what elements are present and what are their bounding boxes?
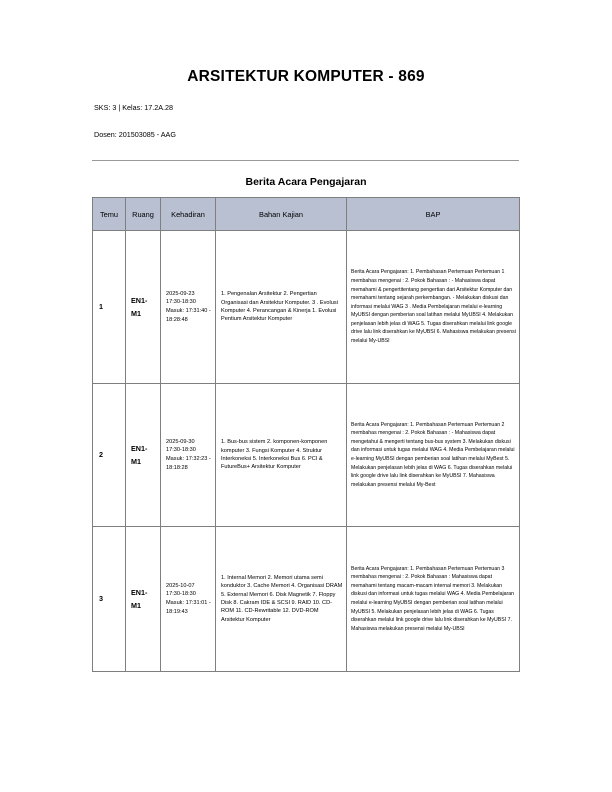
cell-kehadiran: 2025-10-07 17:30-18:30 Masuk: 17:31:01 - 18:19:43: [161, 527, 216, 672]
bap-table: [92, 197, 520, 672]
cell-ruang: EN1-M1: [126, 231, 161, 384]
cell-kehadiran: 2025-09-23 17:30-18:30 Masuk: 17:31:40 - 18:28:48: [161, 231, 216, 384]
cell-bap: Berita Acara Pengajaran: 1. Pembahasan Pertemuan Pertemuan 3 membahas mengenai : 2. Pokok Bahasan : Mahasiswa dapat memahami tentang macam-macam internal memori 3. Melakukan diskusi dan informasi untuk tugas melalui WAG 4. Media Pembelajaran melalui e-learning MyUBSI dengan pemberian soal latihan melalui MyUBSI 5. Melakukan penjelasan lebih jelas di WAG 6. Tugas diserahkan melalui link google drive lalu link diserahkan ke MyUBSI 7. Mahasiswa melakukan presensi melalui My-UBSI: [347, 527, 520, 672]
table-row: [93, 384, 520, 527]
cell-kehadiran: 2025-09-30 17:30-18:30 Masuk: 17:32:23 - 18:18:28: [161, 384, 216, 527]
cell-ruang: EN1-M1: [126, 384, 161, 527]
table-header-row: [93, 198, 520, 231]
header-bap: BAP: [347, 198, 520, 231]
cell-bap: Berita Acara Pengajaran: 1. Pembahasan Pertemuan Pertemuan 2 membahas mengenai : 2. Pokok Bahasan : - Mahasiswa dapat mengetahui & mengerti tentang bus-bus system 3. Melakukan diskusi dan informasi untuk tugas melalui WAG 4. Media Pembelajaran melalui e-learning MyUBSI dengan pemberian soal latihan melalui MyBest 5. Melakukan penjelasan lebih jelas di WAG 6. Tugas diserahkan melalui link google drive lalu link diserahkan ke MyUBSI 7. Mahasiswa melakukan presensi melalui My-Best: [347, 384, 520, 527]
sks-kelas-info: SKS: 3 | Kelas: 17.2A.28: [94, 103, 173, 112]
course-title: ARSITEKTUR KOMPUTER - 869: [187, 68, 425, 85]
table-row: [93, 527, 520, 672]
cell-bahan-kajian: 1. Pengenalan Arsitektur 2. Pengertian Organisasi dan Arsitektur Komputer. 3 . Evolusi Komputer 4. Perancangan & Kinerja 1. Evolusi Pentium Arsitektur Komputer: [216, 231, 347, 384]
table-row: [93, 231, 520, 384]
cell-ruang: EN1-M1: [126, 527, 161, 672]
header-kehadiran: Kehadiran: [161, 198, 216, 231]
dosen-info: Dosen: 201503085 - AAG: [94, 130, 176, 139]
cell-temu: 3: [93, 527, 126, 672]
cell-bap: Berita Acara Pengajaran: 1. Pembahasan Pertemuan Pertemuan 1 membahas mengenai : 2. Pokok Bahasan : - Mahasiswa dapat memahami & pengertitentang pengertian dari Arsitektur Komputer dan memahami tentang sejarah perkembangan. - Melakukan diskusi dan informasi melalui WAG 3 . Media Pembelajaran melalui e-learning MyUBSI dengan pemberian soal latihan melalui MyUBSI 4. Melakukan penjelasan lebih jelas di WAG 5. Tugas diserahkan melalui link google drive lalu link diserahkan ke MyUBSI 6. Mahasiswa melakukan presensi melalui My-UBSI: [347, 231, 520, 384]
cell-temu: 1: [93, 231, 126, 384]
section-title: Berita Acara Pengajaran: [245, 176, 367, 188]
divider: [92, 160, 519, 161]
cell-bahan-kajian: 1. Bus-bus sistem 2. komponen-komponen komputer 3. Fungsi Komputer 4. Struktur Interkoneksi 5. Interkoneksi Bus 6. PCI & FutureBus+ Arsitektur Komputer: [216, 384, 347, 527]
cell-bahan-kajian: 1. Internal Memori 2. Memori utama semi konduktor 3. Cache Memori 4. Organisasi DRAM 5. External Memori 6. Disk Magnetik 7. Floppy Disk 8. Cakram IDE & SCSI 9. RAID 10. CD-ROM 11. CD-Rewritable 12. DVD-ROM Arsitektur Komputer: [216, 527, 347, 672]
cell-temu: 2: [93, 384, 126, 527]
header-ruang: Ruang: [126, 198, 161, 231]
header-bahan-kajian: Bahan Kajian: [216, 198, 347, 231]
header-temu: Temu: [93, 198, 126, 231]
